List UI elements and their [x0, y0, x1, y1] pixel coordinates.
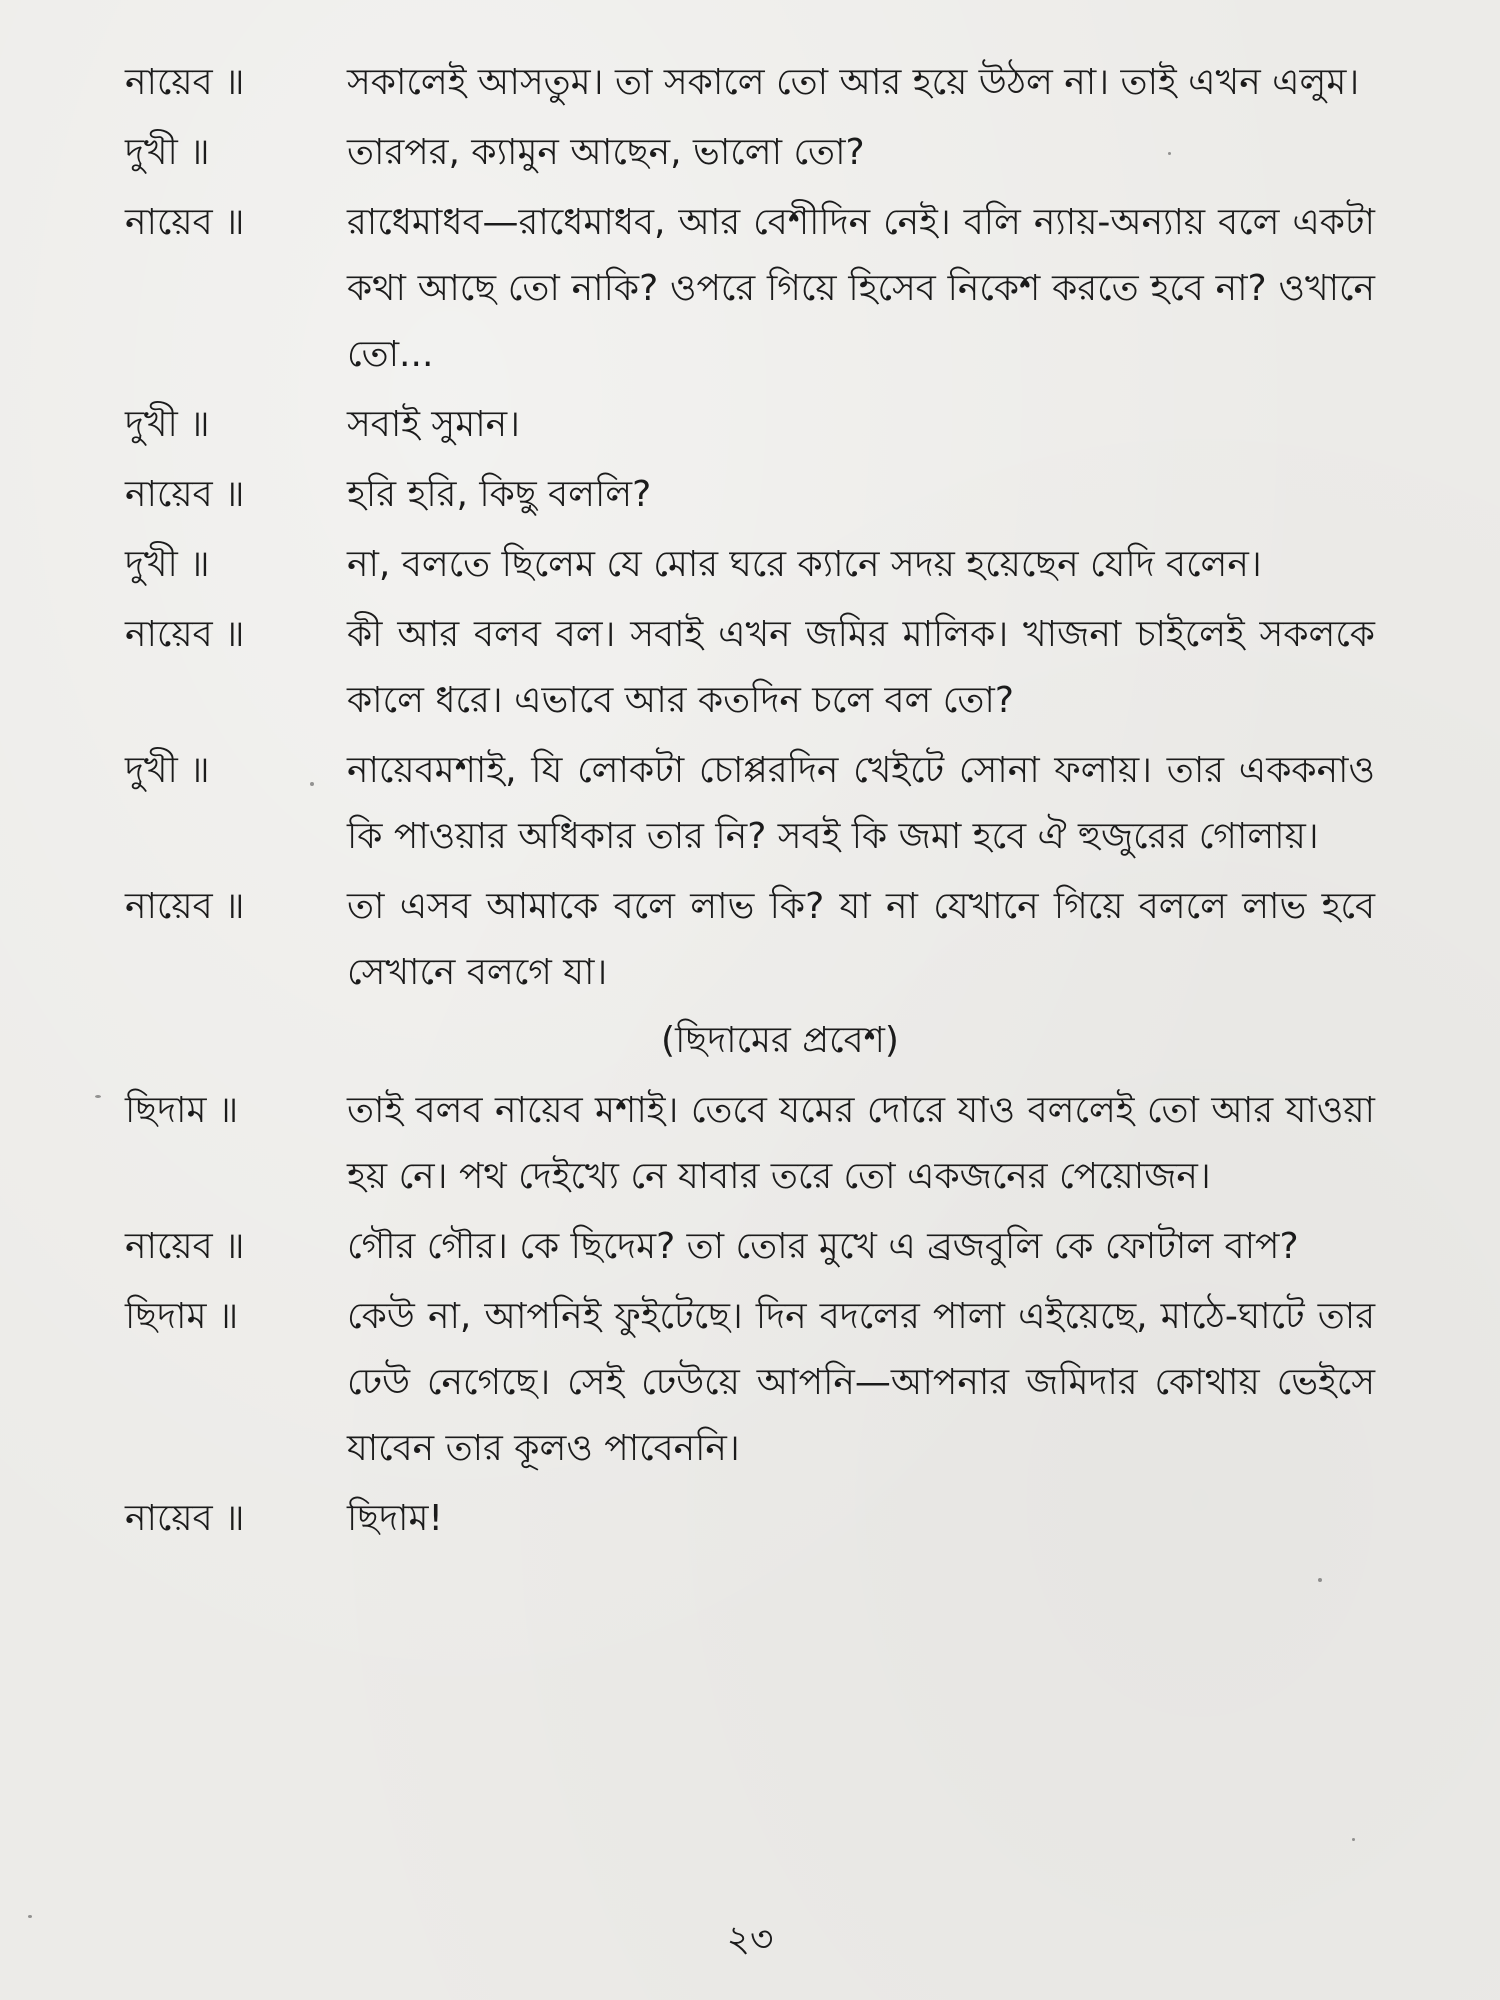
- dialogue-text: গৌর গৌর। কে ছিদেম? তা তোর মুখে এ ব্রজবুলি কে ফোটাল বাপ?: [347, 1226, 1299, 1267]
- dialogue-text: রাধেমাধব—রাধেমাধব, আর বেশীদিন নেই। বলি ন্যায়-অন্যায় বলে একটা কথা আছে তো নাকি? ওপরে গিয়ে হিসেব নিকেশ করতে হবে না? ওখানে তো...: [347, 202, 1375, 375]
- speaker-name: নায়েব ॥: [125, 1498, 245, 1539]
- speaker-name: দুখী ॥: [125, 404, 210, 445]
- speaker-name: ছিদাম ॥: [125, 1296, 239, 1337]
- dialogue-entry: [125, 1486, 1375, 1552]
- dialogue-text: কী আর বলব বল। সবাই এখন জমির মালিক। খাজনা চাইলেই সকলকে কালে ধরে। এভাবে আর কতদিন চলে বল তো?: [347, 614, 1375, 721]
- dialogue-text: সকালেই আসতুম। তা সকালে তো আর হয়ে উঠল না। তাই এখন এলুম।: [347, 62, 1360, 103]
- dialogue-entry: [125, 50, 1375, 116]
- page-number: ২৩: [726, 1919, 774, 1960]
- print-speck: [1318, 1578, 1322, 1582]
- dialogue-text: কেউ না, আপনিই ফুইটেছে। দিন বদলের পালা এইয়েছে, মাঠে-ঘাটে তার ঢেউ নেগেছে। সেই ঢেউয়ে আপনি—আপনার জমিদার কোথায় ভেইসে যাবেন তার কূলও পাবেননি।: [347, 1296, 1375, 1469]
- dialogue-text: তারপর, ক্যামুন আছেন, ভালো তো?: [347, 132, 865, 173]
- speaker-name: নায়েব ॥: [125, 1226, 245, 1267]
- dialogue-entry: [125, 120, 1375, 186]
- dialogue-entry: [125, 392, 1375, 458]
- print-speck: [310, 782, 314, 786]
- print-speck: [95, 1095, 101, 1098]
- print-speck: [1168, 152, 1171, 155]
- dialogue-entry: [125, 1214, 1375, 1280]
- print-speck: [28, 1915, 32, 1918]
- print-speck: [1352, 1838, 1355, 1841]
- speaker-name: নায়েব ॥: [125, 886, 245, 927]
- dialogue-entry: [125, 602, 1375, 734]
- play-script: [125, 50, 1375, 1556]
- dialogue-entry: [125, 738, 1375, 870]
- dialogue-entry: [125, 462, 1375, 528]
- speaker-name: নায়েব ॥: [125, 474, 245, 515]
- dialogue-text: নায়েবমশাই, যি লোকটা চোপ্পরদিন খেইটে সোনা ফলায়। তার এককনাও কি পাওয়ার অধিকার তার নি? সবই কি জমা হবে ঐ হুজুরের গোলায়।: [347, 750, 1375, 857]
- dialogue-text: তাই বলব নায়েব মশাই। তেবে যমের দোরে যাও বললেই তো আর যাওয়া হয় নে। পথ দেইখ্যে নে যাবার তরে তো একজনের পেয়োজন।: [347, 1090, 1375, 1197]
- dialogue-entry: [125, 1284, 1375, 1482]
- dialogue-text: সবাই সুমান।: [347, 404, 520, 445]
- speaker-name: ছিদাম ॥: [125, 1090, 239, 1131]
- speaker-name: দুখী ॥: [125, 750, 210, 791]
- dialogue-text: ছিদাম!: [347, 1498, 443, 1539]
- dialogue-entry: [125, 190, 1375, 388]
- dialogue-entry: [125, 874, 1375, 1006]
- dialogue-entry: [125, 532, 1375, 598]
- stage-direction: (ছিদামের প্রবেশ): [661, 1020, 899, 1061]
- dialogue-text: হরি হরি, কিছু বললি?: [347, 474, 652, 515]
- dialogue-entry: [125, 1078, 1375, 1210]
- speaker-name: নায়েব ॥: [125, 614, 245, 655]
- speaker-name: নায়েব ॥: [125, 202, 245, 243]
- speaker-name: নায়েব ॥: [125, 62, 245, 103]
- speaker-name: দুখী ॥: [125, 132, 210, 173]
- dialogue-text: না, বলতে ছিলেম যে মোর ঘরে ক্যানে সদয় হয়েছেন যেদি বলেন।: [347, 544, 1262, 585]
- dialogue-text: তা এসব আমাকে বলে লাভ কি? যা না যেখানে গিয়ে বললে লাভ হবে সেখানে বলগে যা।: [347, 886, 1375, 993]
- speaker-name: দুখী ॥: [125, 544, 210, 585]
